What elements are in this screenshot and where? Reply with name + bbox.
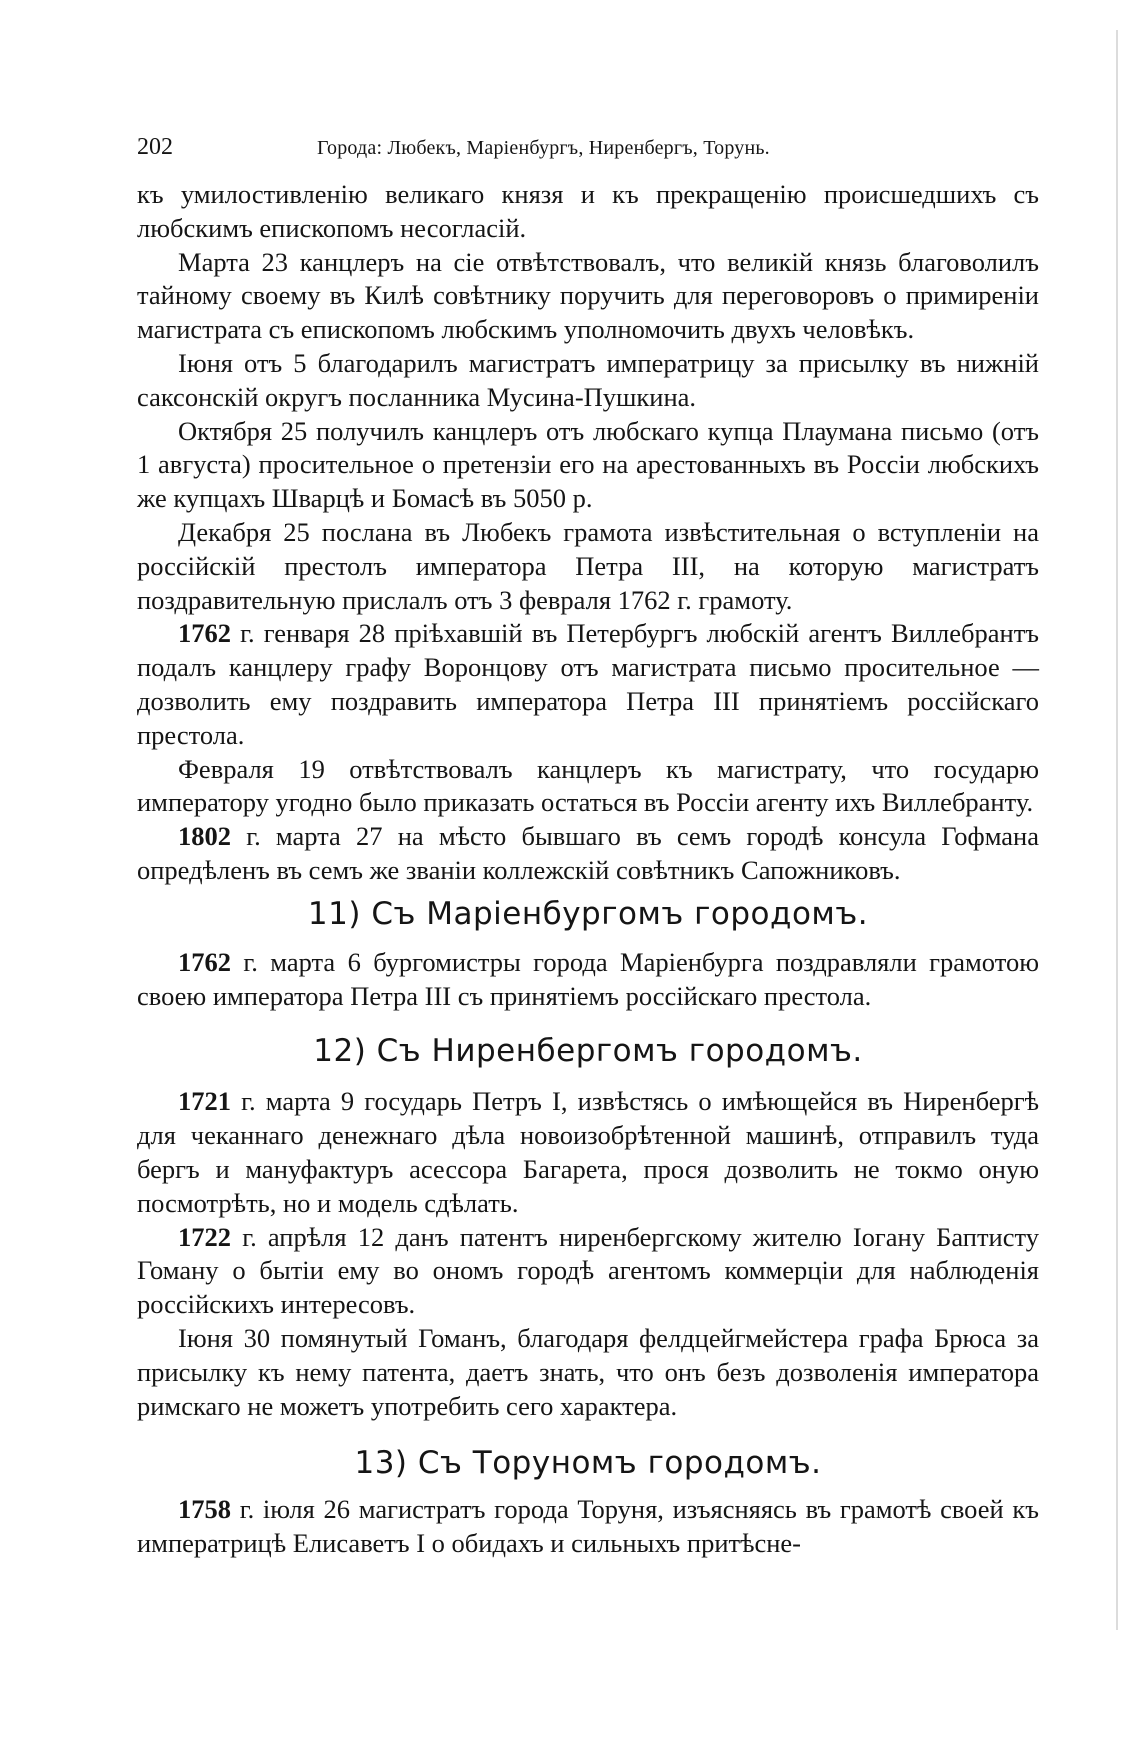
paragraph-text: къ умилостивленію великаго князя и къ прекращенію происшедшихъ съ любскимъ епископомъ несогласій. [137,179,1039,243]
paragraph-text: Іюня 30 помянутый Гоманъ, благодаря фелдцейгмейстера графа Брюса за присылку къ нему патента, даетъ знать, что онъ безъ дозволенія императора римскаго не можетъ употребить сего характера. [137,1322,1039,1421]
paragraph [137,415,1039,516]
section-heading-marienburg: 11) Съ Маріенбургомъ городомъ. [307,895,869,932]
year-label: 1762 [178,618,231,649]
paragraph [137,617,1039,752]
page-number: 202 [137,134,173,160]
paragraph [137,246,1039,347]
paragraph-text: г. генваря 28 пріѣхавшій въ Петербургъ любскій агентъ Виллебрантъ подалъ канцлеру графу Воронцову отъ магистрата письмо просительное — дозволить ему поздравить императора Петра III принятіемъ россійскаго престола. [137,618,1039,750]
paragraph-text: Декабря 25 послана въ Любекъ грамота извѣстительная о вступленіи на россійскій престолъ императора Петра III, на которую магистратъ поздравительную прислалъ отъ 3 февраля 1762 г. грамоту. [137,516,1039,615]
paragraph [137,1322,1039,1423]
paragraph-text: г. іюля 26 магистратъ города Торуня, изъясняясь въ грамотѣ своей къ императрицѣ Елисаветъ I о обидахъ и сильныхъ притѣсне- [137,1494,1039,1559]
paragraph-text: г. марта 6 бургомистры города Маріенбурга поздравляли грамотою своею императора Петра III съ принятіемъ россійскаго престола. [137,946,1039,1011]
paragraph-text: Октября 25 получилъ канцлеръ отъ любскаго купца Плаумана письмо (отъ 1 августа) просительное о претензіи его на арестованныхъ въ Россіи любскихъ же купцахъ Шварцѣ и Бомасѣ въ 5050 р. [137,415,1039,514]
paragraph-text: Марта 23 канцлеръ на сіе отвѣтствовалъ, что великій князь благоволилъ тайному своему въ Килѣ совѣтнику поручить для переговоровъ о примиреніи магистрата съ епископомъ любскимъ уполномочить двухъ человѣкъ. [137,246,1039,345]
paragraph [137,347,1039,415]
year-label: 1722 [178,1221,231,1252]
paragraph-text: г. апрѣля 12 данъ патентъ ниренбергскому жителю Іогану Баптисту Гоману о бытіи ему во ономъ городѣ агентомъ коммерціи для наблюденія россійскихъ интересовъ. [137,1221,1039,1320]
body-text [137,178,1039,1561]
paragraph-text: Іюня отъ 5 благодарилъ магистратъ императрицу за присылку въ нижній саксонскій округъ посланника Мусина-Пушкина. [137,347,1039,412]
paragraph [137,946,1039,1014]
page-edge-line [1116,30,1118,1630]
paragraph [137,1493,1039,1561]
running-title: Города: Любекъ, Маріенбургъ, Ниренбергъ, Торунь. [317,137,770,159]
paragraph [137,178,1039,246]
year-label: 1721 [178,1086,231,1117]
section-heading-nirenberg: 12) Съ Ниренбергомъ городомъ. [313,1033,863,1070]
year-label: 1762 [178,946,231,977]
paragraph-text: Февраля 19 отвѣтствовалъ канцлеръ къ магистрату, что государю императору угодно было приказать остаться въ Россіи агенту ихъ Виллебранту. [137,753,1039,818]
paragraph [137,1221,1039,1322]
paragraph [137,516,1039,617]
paragraph [137,820,1039,888]
running-head [137,134,1037,164]
year-label: 1758 [178,1494,231,1525]
paragraph-text: г. марта 27 на мѣсто бывшаго въ семъ городѣ консула Гофмана опредѣленъ въ семъ же званіи коллежскій совѣтникъ Сапожниковъ. [137,821,1039,885]
paragraph-text: г. марта 9 государь Петръ I, извѣстясь о имѣющейся въ Ниренбергѣ для чеканнаго денежнаго дѣла новоизобрѣтенной машинѣ, отправилъ туда бергъ и мануфактуръ асессора Багарета, прося дозволить не токмо оную посмотрѣть, но и модель сдѣлать. [137,1086,1039,1218]
paragraph [137,753,1039,821]
paragraph [137,1085,1039,1220]
section-heading-torun: 13) Съ Торуномъ городомъ. [354,1445,822,1482]
year-label: 1802 [178,821,231,852]
